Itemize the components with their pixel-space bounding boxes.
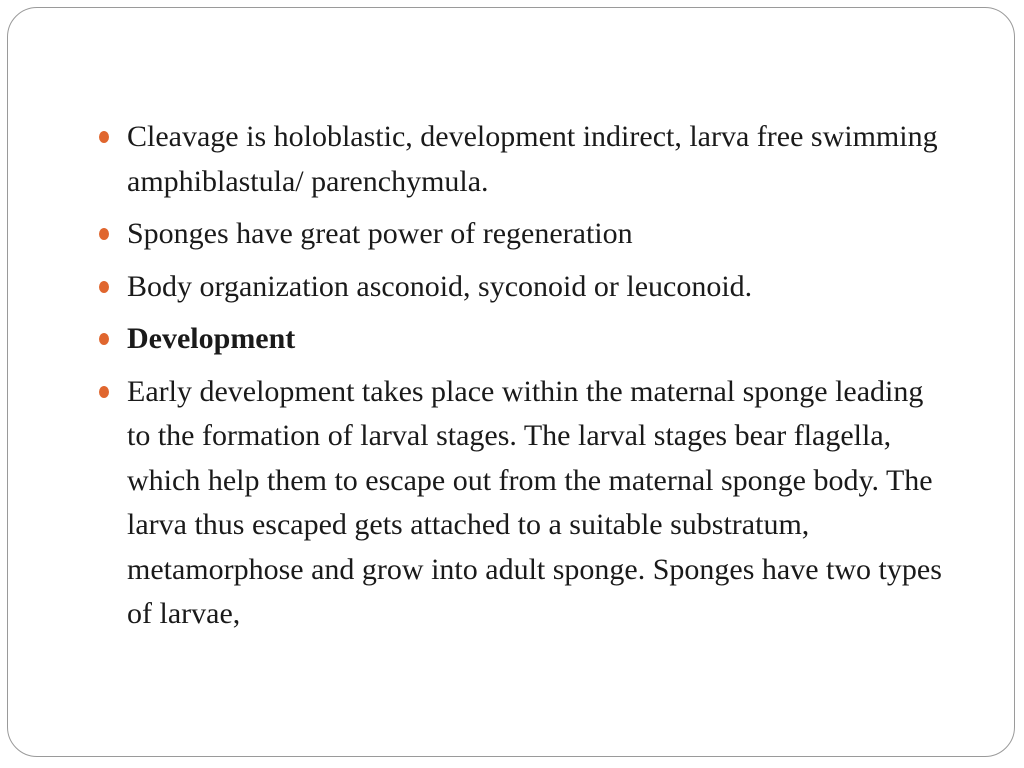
bullet-item-early-development [96,370,946,637]
bullet-dot-icon [99,228,109,240]
bullet-text: Sponges have great power of regeneration [127,217,633,250]
bullet-text: Body organization asconoid, syconoid or leuconoid. [127,269,753,303]
bullet-text: Early development takes place within the maternal sponge leading to the formation of larval stages. The larval stages bear flagella, which help them to escape out from the maternal sponge body. The larva thus escaped gets attached to a suitable substratum, metamorphose and grow into adult sponge. Sponges have two types of larvae, [127,374,942,630]
bullet-item-regeneration [96,212,946,257]
bullet-dot-icon [99,131,109,143]
bullet-dot-icon [99,333,109,345]
bullet-list [96,115,946,645]
bullet-item-development-heading [96,317,946,362]
bullet-item-cleavage [96,115,946,204]
bullet-heading: Development [127,322,296,355]
bullet-dot-icon [99,281,109,293]
bullet-item-body-organization [96,265,946,310]
bullet-text: Cleavage is holoblastic, development indirect, larva free swimming amphiblastula/ parenchymula. [127,120,938,198]
bullet-dot-icon [99,386,109,398]
